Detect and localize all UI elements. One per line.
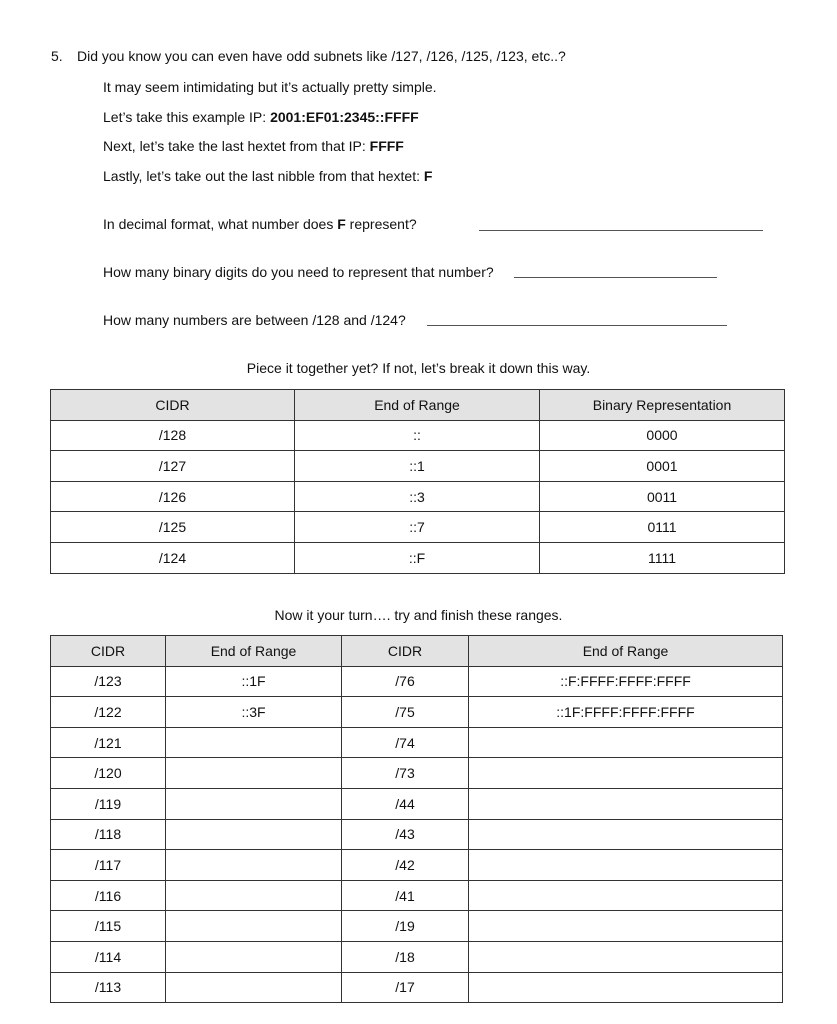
cidr-cell: /126 xyxy=(51,481,295,512)
binary-cell: 0000 xyxy=(540,420,785,451)
nibble-label: Lastly, let’s take out the last nibble from that hextet: xyxy=(103,168,424,184)
end-of-range-answer-cell[interactable] xyxy=(166,850,342,881)
end-of-range-cell: ::7 xyxy=(295,512,540,543)
cidr-cell: /123 xyxy=(51,666,166,697)
answer-blank-binary-digits[interactable] xyxy=(514,277,717,278)
cidr-cell: /73 xyxy=(342,758,469,789)
end-of-range-answer-cell[interactable] xyxy=(166,972,342,1003)
question-decimal xyxy=(103,216,417,232)
table-row xyxy=(51,451,785,482)
header-end-of-range-right: End of Range xyxy=(469,636,783,667)
intro-text: It may seem intimidating but it’s actually pretty simple. xyxy=(103,79,437,95)
cidr-cell: /44 xyxy=(342,788,469,819)
binary-cell: 1111 xyxy=(540,542,785,573)
example-ip-label: Let’s take this example IP: xyxy=(103,109,271,125)
cidr-cell: /118 xyxy=(51,819,166,850)
table-row xyxy=(51,542,785,573)
table-row xyxy=(51,788,783,819)
table-row xyxy=(51,850,783,881)
cidr-example-table xyxy=(50,389,785,574)
table-row xyxy=(51,972,783,1003)
end-of-range-answer-cell[interactable] xyxy=(166,911,342,942)
nibble-value: F xyxy=(423,168,433,184)
cidr-cell: /113 xyxy=(51,972,166,1003)
end-of-range-answer-cell[interactable] xyxy=(166,819,342,850)
cidr-cell: /76 xyxy=(342,666,469,697)
end-of-range-cell: ::F xyxy=(295,542,540,573)
end-of-range-answer-cell[interactable] xyxy=(469,788,783,819)
end-of-range-cell: ::1 xyxy=(295,451,540,482)
hextet-label: Next, let’s take the last hextet from that IP: xyxy=(103,138,370,154)
table-row xyxy=(51,727,783,758)
end-of-range-answer-cell[interactable] xyxy=(166,788,342,819)
question-count: How many numbers are between /128 and /124? xyxy=(103,312,406,328)
table-row xyxy=(51,512,785,543)
end-of-range-cell: :: xyxy=(295,420,540,451)
cidr-cell: /119 xyxy=(51,788,166,819)
example-ip-value: 2001:EF01:2345::FFFF xyxy=(270,109,419,125)
cidr-cell: /43 xyxy=(342,819,469,850)
end-of-range-answer-cell[interactable]: ::F:FFFF:FFFF:FFFF xyxy=(469,666,783,697)
cidr-cell: /114 xyxy=(51,941,166,972)
header-end-of-range: End of Range xyxy=(295,390,540,421)
question-decimal-suffix: represent? xyxy=(345,216,417,232)
end-of-range-answer-cell[interactable]: ::3F xyxy=(166,697,342,728)
end-of-range-answer-cell[interactable] xyxy=(469,911,783,942)
cidr-cell: /124 xyxy=(51,542,295,573)
table-row xyxy=(51,911,783,942)
cidr-cell: /122 xyxy=(51,697,166,728)
table-row xyxy=(51,880,783,911)
header-end-of-range-left: End of Range xyxy=(166,636,342,667)
table-row xyxy=(51,420,785,451)
question-text: Did you know you can even have odd subnets like /127, /126, /125, /123, etc..? xyxy=(77,48,566,64)
table-row xyxy=(51,819,783,850)
table-row xyxy=(51,666,783,697)
end-of-range-answer-cell[interactable] xyxy=(166,758,342,789)
header-cidr-right: CIDR xyxy=(342,636,469,667)
example-ip-line xyxy=(103,109,419,125)
table-row xyxy=(51,481,785,512)
header-cidr-left: CIDR xyxy=(51,636,166,667)
question-number: 5. xyxy=(51,48,63,64)
table-header-row xyxy=(51,390,785,421)
header-cidr: CIDR xyxy=(51,390,295,421)
end-of-range-answer-cell[interactable] xyxy=(469,880,783,911)
table-header-row xyxy=(51,636,783,667)
cidr-exercise-table xyxy=(50,635,783,1003)
answer-blank-decimal[interactable] xyxy=(479,230,763,231)
end-of-range-answer-cell[interactable] xyxy=(469,727,783,758)
cidr-cell: /128 xyxy=(51,420,295,451)
end-of-range-cell: ::3 xyxy=(295,481,540,512)
nibble-line xyxy=(103,168,432,184)
table2-caption: Now it your turn…. try and finish these ranges. xyxy=(274,607,563,623)
end-of-range-answer-cell[interactable] xyxy=(469,758,783,789)
header-binary-representation: Binary Representation xyxy=(540,390,785,421)
cidr-cell: /19 xyxy=(342,911,469,942)
cidr-cell: /127 xyxy=(51,451,295,482)
question-binary-digits: How many binary digits do you need to represent that number? xyxy=(103,264,494,280)
hextet-value: FFFF xyxy=(369,138,404,154)
end-of-range-answer-cell[interactable] xyxy=(469,850,783,881)
binary-cell: 0011 xyxy=(540,481,785,512)
binary-cell: 0001 xyxy=(540,451,785,482)
table1-caption: Piece it together yet? If not, let’s break it down this way. xyxy=(246,360,591,376)
hextet-line xyxy=(103,138,404,154)
cidr-cell: /120 xyxy=(51,758,166,789)
cidr-cell: /116 xyxy=(51,880,166,911)
cidr-cell: /117 xyxy=(51,850,166,881)
cidr-cell: /75 xyxy=(342,697,469,728)
cidr-cell: /74 xyxy=(342,727,469,758)
end-of-range-answer-cell[interactable]: ::1F:FFFF:FFFF:FFFF xyxy=(469,697,783,728)
end-of-range-answer-cell[interactable] xyxy=(166,727,342,758)
binary-cell: 0111 xyxy=(540,512,785,543)
end-of-range-answer-cell[interactable] xyxy=(469,941,783,972)
cidr-cell: /125 xyxy=(51,512,295,543)
table-row xyxy=(51,758,783,789)
table-row xyxy=(51,697,783,728)
cidr-cell: /17 xyxy=(342,972,469,1003)
cidr-cell: /42 xyxy=(342,850,469,881)
end-of-range-answer-cell[interactable] xyxy=(469,819,783,850)
answer-blank-count[interactable] xyxy=(427,325,727,326)
end-of-range-answer-cell[interactable] xyxy=(469,972,783,1003)
question-decimal-bold: F xyxy=(337,216,346,232)
end-of-range-answer-cell[interactable]: ::1F xyxy=(166,666,342,697)
cidr-cell: /41 xyxy=(342,880,469,911)
cidr-cell: /115 xyxy=(51,911,166,942)
end-of-range-answer-cell[interactable] xyxy=(166,880,342,911)
cidr-cell: /18 xyxy=(342,941,469,972)
question-decimal-prefix: In decimal format, what number does xyxy=(103,216,338,232)
cidr-cell: /121 xyxy=(51,727,166,758)
table-row xyxy=(51,941,783,972)
end-of-range-answer-cell[interactable] xyxy=(166,941,342,972)
